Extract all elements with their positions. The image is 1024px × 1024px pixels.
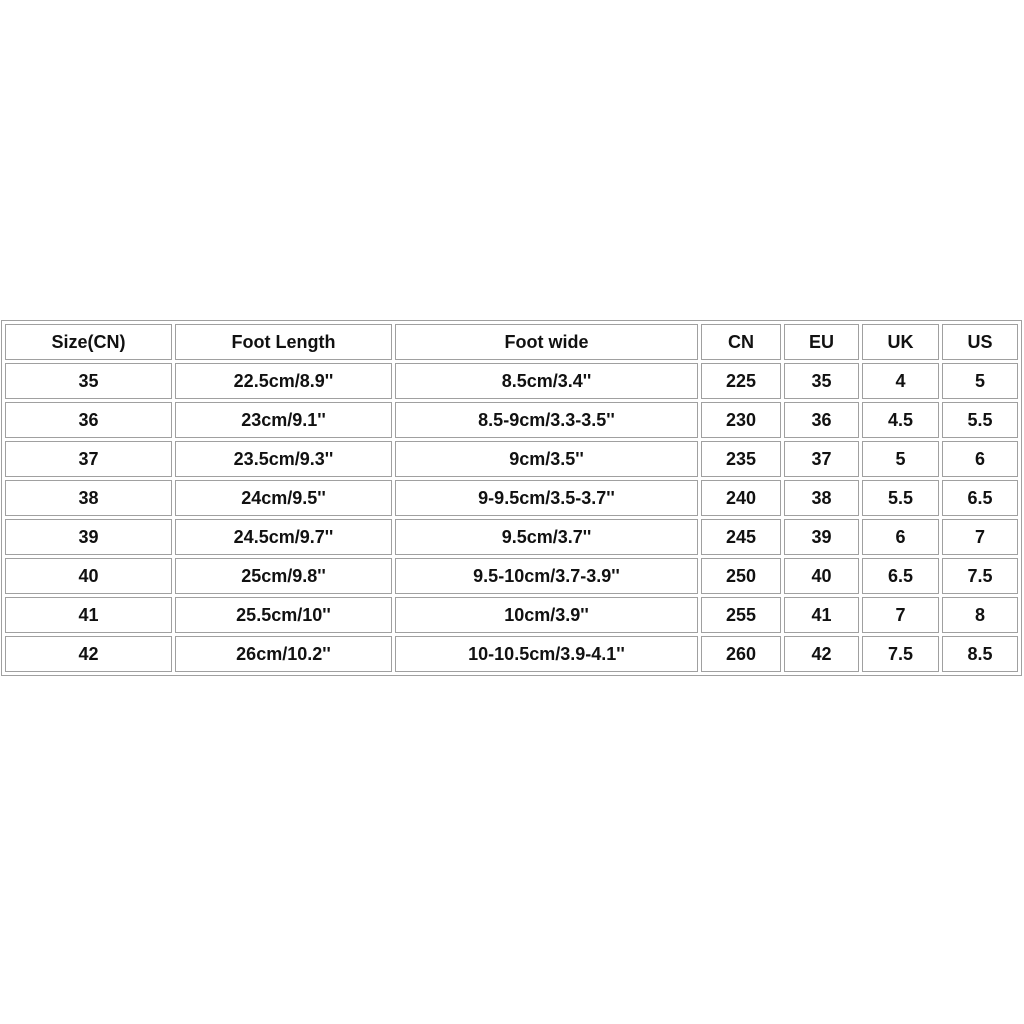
cell-size-cn: 40 (5, 558, 172, 594)
cell-uk: 4 (862, 363, 939, 399)
cell-size-cn: 36 (5, 402, 172, 438)
cell-uk: 4.5 (862, 402, 939, 438)
cell-foot-wide: 8.5-9cm/3.3-3.5'' (395, 402, 698, 438)
table-row (5, 480, 1018, 516)
header-foot-length: Foot Length (175, 324, 392, 360)
cell-uk: 7.5 (862, 636, 939, 672)
cell-foot-wide: 10cm/3.9'' (395, 597, 698, 633)
header-size-cn: Size(CN) (5, 324, 172, 360)
cell-eu: 42 (784, 636, 859, 672)
cell-foot-length: 24.5cm/9.7'' (175, 519, 392, 555)
cell-foot-length: 25.5cm/10'' (175, 597, 392, 633)
cell-uk: 6 (862, 519, 939, 555)
cell-cn: 260 (701, 636, 781, 672)
cell-cn: 230 (701, 402, 781, 438)
cell-eu: 39 (784, 519, 859, 555)
cell-uk: 7 (862, 597, 939, 633)
cell-foot-wide: 10-10.5cm/3.9-4.1'' (395, 636, 698, 672)
cell-cn: 245 (701, 519, 781, 555)
cell-foot-wide: 9.5-10cm/3.7-3.9'' (395, 558, 698, 594)
cell-foot-wide: 9-9.5cm/3.5-3.7'' (395, 480, 698, 516)
cell-us: 6 (942, 441, 1018, 477)
cell-us: 5 (942, 363, 1018, 399)
cell-us: 7 (942, 519, 1018, 555)
cell-foot-length: 23.5cm/9.3'' (175, 441, 392, 477)
cell-us: 5.5 (942, 402, 1018, 438)
header-us: US (942, 324, 1018, 360)
cell-eu: 36 (784, 402, 859, 438)
cell-foot-length: 22.5cm/8.9'' (175, 363, 392, 399)
cell-eu: 40 (784, 558, 859, 594)
table-row (5, 402, 1018, 438)
table-row (5, 519, 1018, 555)
cell-size-cn: 42 (5, 636, 172, 672)
cell-eu: 37 (784, 441, 859, 477)
cell-foot-wide: 9cm/3.5'' (395, 441, 698, 477)
header-eu: EU (784, 324, 859, 360)
cell-uk: 5 (862, 441, 939, 477)
cell-cn: 235 (701, 441, 781, 477)
cell-size-cn: 39 (5, 519, 172, 555)
cell-size-cn: 37 (5, 441, 172, 477)
cell-size-cn: 35 (5, 363, 172, 399)
cell-eu: 41 (784, 597, 859, 633)
table-row (5, 597, 1018, 633)
cell-cn: 255 (701, 597, 781, 633)
cell-eu: 35 (784, 363, 859, 399)
cell-uk: 5.5 (862, 480, 939, 516)
table-row (5, 636, 1018, 672)
table-row (5, 441, 1018, 477)
table-row (5, 558, 1018, 594)
header-uk: UK (862, 324, 939, 360)
cell-uk: 6.5 (862, 558, 939, 594)
header-foot-wide: Foot wide (395, 324, 698, 360)
cell-foot-length: 26cm/10.2'' (175, 636, 392, 672)
header-cn: CN (701, 324, 781, 360)
cell-us: 8 (942, 597, 1018, 633)
cell-cn: 250 (701, 558, 781, 594)
header-row (5, 324, 1018, 360)
cell-eu: 38 (784, 480, 859, 516)
cell-foot-length: 25cm/9.8'' (175, 558, 392, 594)
cell-us: 6.5 (942, 480, 1018, 516)
cell-foot-wide: 9.5cm/3.7'' (395, 519, 698, 555)
size-chart-table (1, 320, 1022, 676)
cell-foot-wide: 8.5cm/3.4'' (395, 363, 698, 399)
cell-foot-length: 23cm/9.1'' (175, 402, 392, 438)
cell-foot-length: 24cm/9.5'' (175, 480, 392, 516)
cell-cn: 240 (701, 480, 781, 516)
cell-us: 7.5 (942, 558, 1018, 594)
cell-size-cn: 41 (5, 597, 172, 633)
table-row (5, 363, 1018, 399)
cell-us: 8.5 (942, 636, 1018, 672)
cell-size-cn: 38 (5, 480, 172, 516)
cell-cn: 225 (701, 363, 781, 399)
